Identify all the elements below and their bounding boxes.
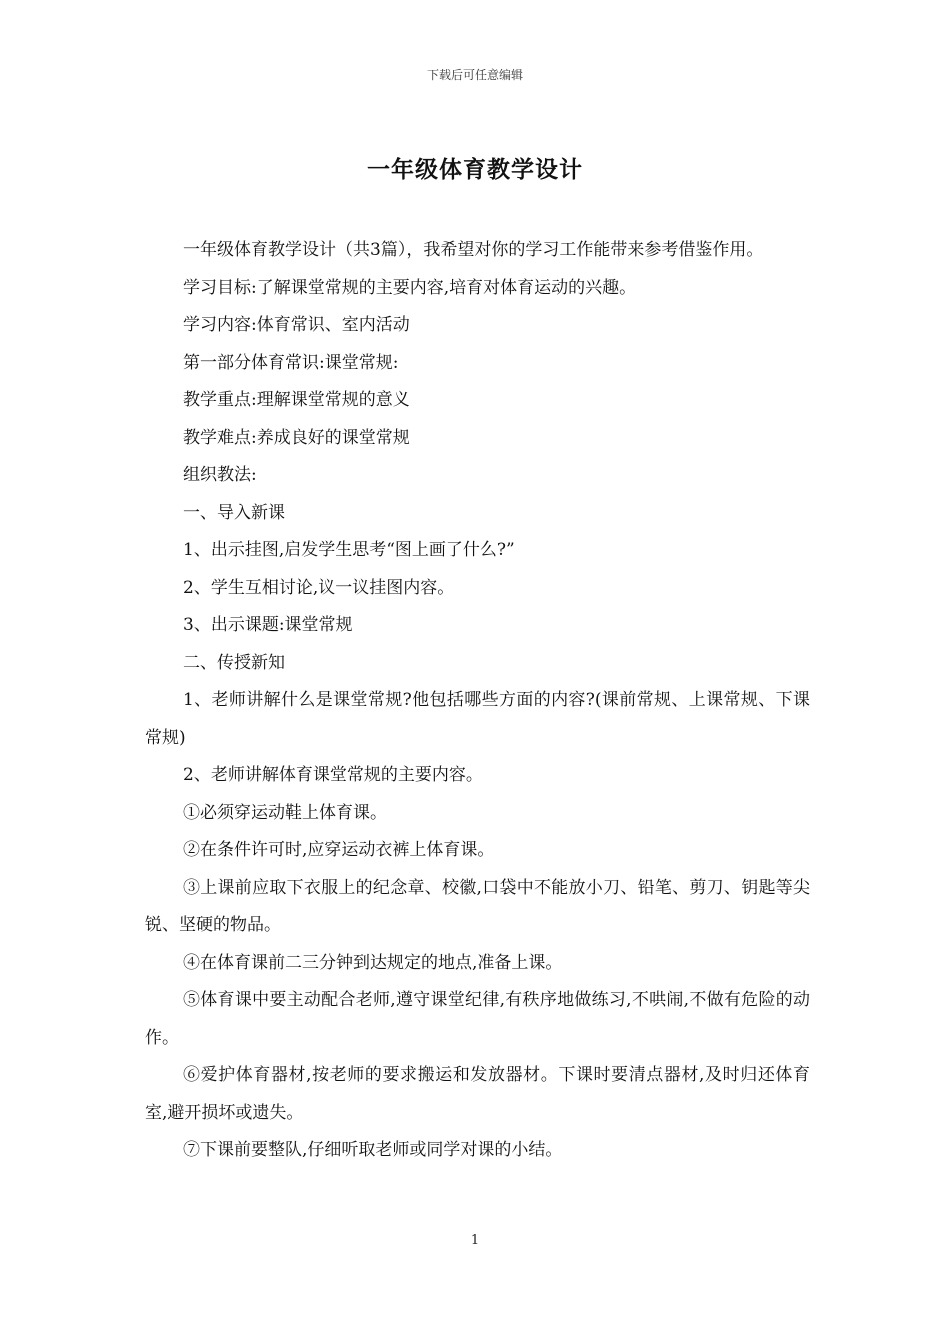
- rule-item: ①必须穿运动鞋上体育课。: [183, 802, 387, 823]
- page-header-note: 下载后可任意编辑: [426, 68, 523, 82]
- list-item: 1、老师讲解什么是课堂常规?他包括哪些方面的内容?(课前常规、上课常规、下课常规): [145, 690, 810, 748]
- rule-item: ⑦下课前要整队,仔细听取老师或同学对课的小结。: [183, 1140, 563, 1160]
- paragraph-method: 组织教法:: [183, 465, 257, 485]
- rule-item: ⑥爱护体育器材,按老师的要求搬运和发放器材。下课时要清点器材,及时归还体育室,避开损坏或遗失。: [145, 1065, 810, 1123]
- section-heading-new-knowledge: 二、传授新知: [183, 652, 285, 673]
- section-heading-intro-lesson: 一、导入新课: [183, 502, 285, 523]
- paragraph-intro: 一年级体育教学设计（共3篇），我希望对你的学习工作能带来参考借鉴作用。: [183, 240, 764, 260]
- rule-item: ④在体育课前二三分钟到达规定的地点,准备上课。: [183, 952, 563, 973]
- paragraph-difficulty: 教学难点:养成良好的课堂常规: [183, 427, 410, 448]
- rule-item: ③上课前应取下衣服上的纪念章、校徽,口袋中不能放小刀、铅笔、剪刀、钥匙等尖锐、坚硬的物品。: [145, 877, 810, 935]
- document-body: [145, 232, 810, 1170]
- list-item: 2、老师讲解体育课堂常规的主要内容。: [183, 765, 483, 785]
- list-item: 3、出示课题:课堂常规: [183, 615, 353, 635]
- page-number: 1: [470, 1233, 480, 1248]
- rule-item: ⑤体育课中要主动配合老师,遵守课堂纪律,有秩序地做练习,不哄闹,不做有危险的动作。: [145, 990, 810, 1048]
- paragraph-learning-goal: 学习目标:了解课堂常规的主要内容,培育对体育运动的兴趣。: [183, 277, 637, 298]
- rule-item: ②在条件许可时,应穿运动衣裤上体育课。: [183, 840, 495, 860]
- document-title: 一年级体育教学设计: [367, 156, 583, 183]
- paragraph-part-one: 第一部分体育常识:课堂常规:: [183, 352, 399, 373]
- list-item: 1、出示挂图,启发学生思考“图上画了什么?”: [183, 540, 515, 560]
- paragraph-learning-content: 学习内容:体育常识、室内活动: [183, 315, 410, 335]
- paragraph-key-point: 教学重点:理解课堂常规的意义: [183, 390, 410, 410]
- list-item: 2、学生互相讨论,议一议挂图内容。: [183, 577, 455, 598]
